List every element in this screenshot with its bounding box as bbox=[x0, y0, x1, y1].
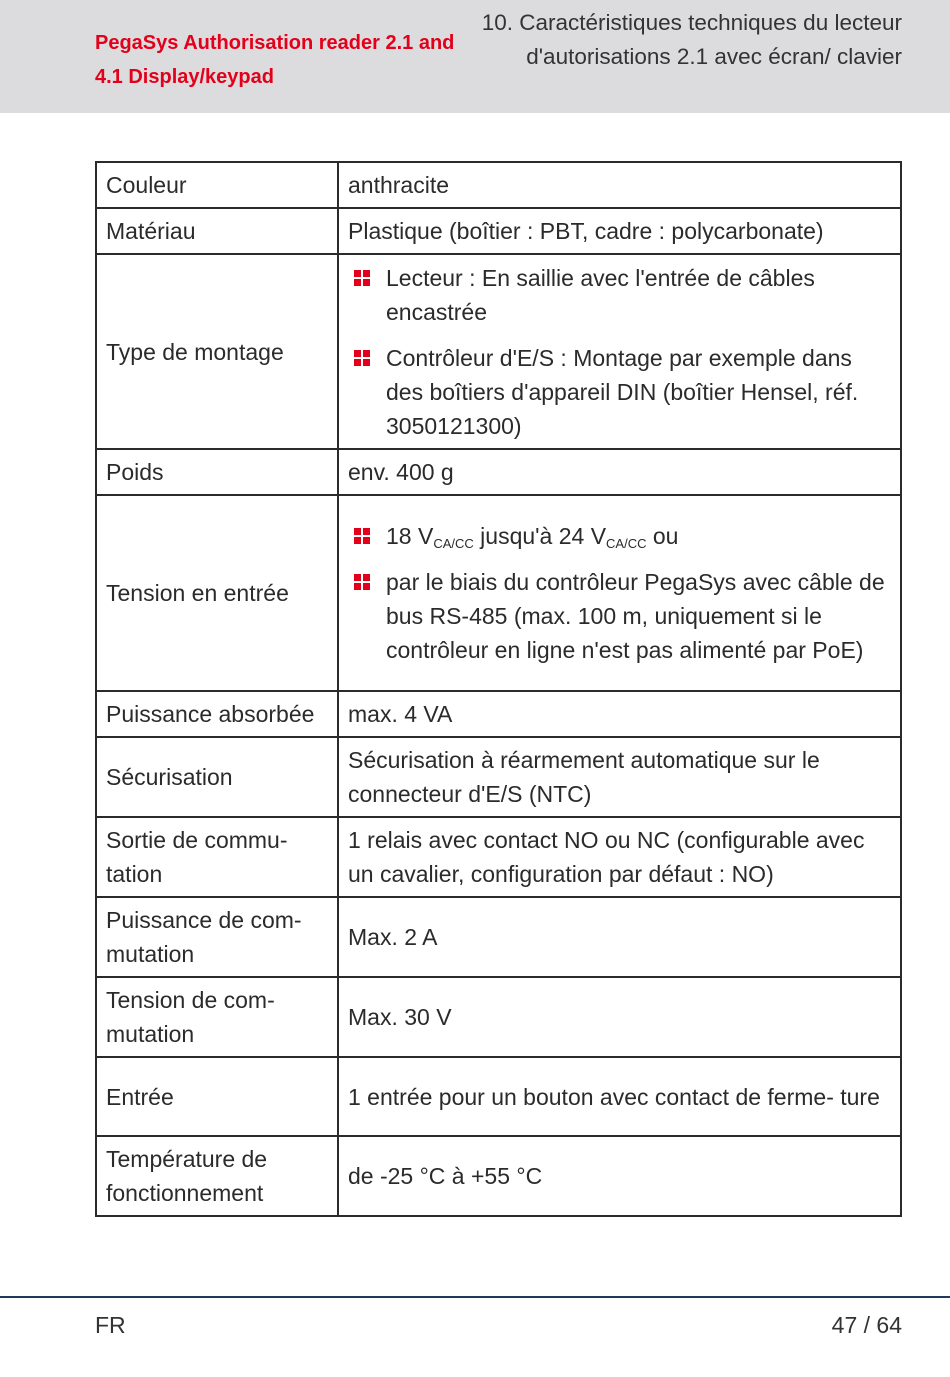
spec-label: Température de fonctionnement bbox=[96, 1136, 338, 1216]
table-row bbox=[96, 1136, 901, 1216]
table-row bbox=[96, 449, 901, 495]
spec-value: de -25 °C à +55 °C bbox=[338, 1136, 901, 1216]
product-title: PegaSys Authorisation reader 2.1 and 4.1 Display/keypad bbox=[95, 32, 455, 88]
spec-label: Sortie de commu- tation bbox=[96, 817, 338, 897]
spec-value: Plastique (boîtier : PBT, cadre : polycarbonate) bbox=[338, 208, 901, 254]
page-header bbox=[0, 0, 950, 113]
spec-value: Max. 30 V bbox=[338, 977, 901, 1057]
table-row bbox=[96, 817, 901, 897]
table-row bbox=[96, 208, 901, 254]
footer-language: FR bbox=[95, 1312, 126, 1338]
spec-value: Max. 2 A bbox=[338, 897, 901, 977]
spec-label: Tension de com- mutation bbox=[96, 977, 338, 1057]
spec-label: Poids bbox=[96, 449, 338, 495]
spec-value: anthracite bbox=[338, 162, 901, 208]
red-square-bullet-icon bbox=[354, 574, 370, 590]
spec-value: env. 400 g bbox=[338, 449, 901, 495]
list-item: par le biais du contrôleur PegaSys avec câble de bus RS-485 (max. 100 m, uniquement si le contrôleur en ligne n'est pas alimenté par PoE) bbox=[348, 565, 892, 667]
spec-value: 1 entrée pour un bouton avec contact de ferme- ture bbox=[338, 1057, 901, 1136]
table-row bbox=[96, 977, 901, 1057]
spec-label: Puissance absorbée bbox=[96, 691, 338, 737]
table-row bbox=[96, 162, 901, 208]
list-item: Lecteur : En saillie avec l'entrée de câbles encastrée bbox=[348, 261, 892, 329]
table-row bbox=[96, 691, 901, 737]
spec-label: Matériau bbox=[96, 208, 338, 254]
technical-specs-table bbox=[95, 161, 902, 1217]
bullet-list bbox=[348, 261, 892, 443]
red-square-bullet-icon bbox=[354, 270, 370, 286]
spec-value bbox=[338, 254, 901, 449]
table-row bbox=[96, 897, 901, 977]
list-item: Contrôleur d'E/S : Montage par exemple dans des boîtiers d'appareil DIN (boîtier Hensel, réf. 3050121300) bbox=[348, 341, 892, 443]
spec-label: Type de montage bbox=[96, 254, 338, 449]
table-row bbox=[96, 495, 901, 691]
section-title: 10. Caractéristiques techniques du lecteur d'autorisations 2.1 avec écran/ clavier bbox=[481, 10, 902, 69]
table-row bbox=[96, 254, 901, 449]
red-square-bullet-icon bbox=[354, 350, 370, 366]
table-row bbox=[96, 737, 901, 817]
footer-divider bbox=[0, 1296, 950, 1298]
red-square-bullet-icon bbox=[354, 528, 370, 544]
spec-label: Sécurisation bbox=[96, 737, 338, 817]
list-item: 18 $V_{CA/CC}$ jusqu'à 24 $V_{CA/CC}$ ou bbox=[348, 519, 892, 553]
spec-value: max. 4 VA bbox=[338, 691, 901, 737]
spec-label: Tension en entrée bbox=[96, 495, 338, 691]
spec-label: Couleur bbox=[96, 162, 338, 208]
spec-value bbox=[338, 495, 901, 691]
spec-label: Entrée bbox=[96, 1057, 338, 1136]
spec-value: Sécurisation à réarmement automatique sur le connecteur d'E/S (NTC) bbox=[338, 737, 901, 817]
page-number: 47 / 64 bbox=[831, 1312, 902, 1338]
spec-value: 1 relais avec contact NO ou NC (configurable avec un cavalier, configuration par défaut : NO) bbox=[338, 817, 901, 897]
table-row bbox=[96, 1057, 901, 1136]
spec-label: Puissance de com- mutation bbox=[96, 897, 338, 977]
bullet-list bbox=[348, 519, 892, 667]
